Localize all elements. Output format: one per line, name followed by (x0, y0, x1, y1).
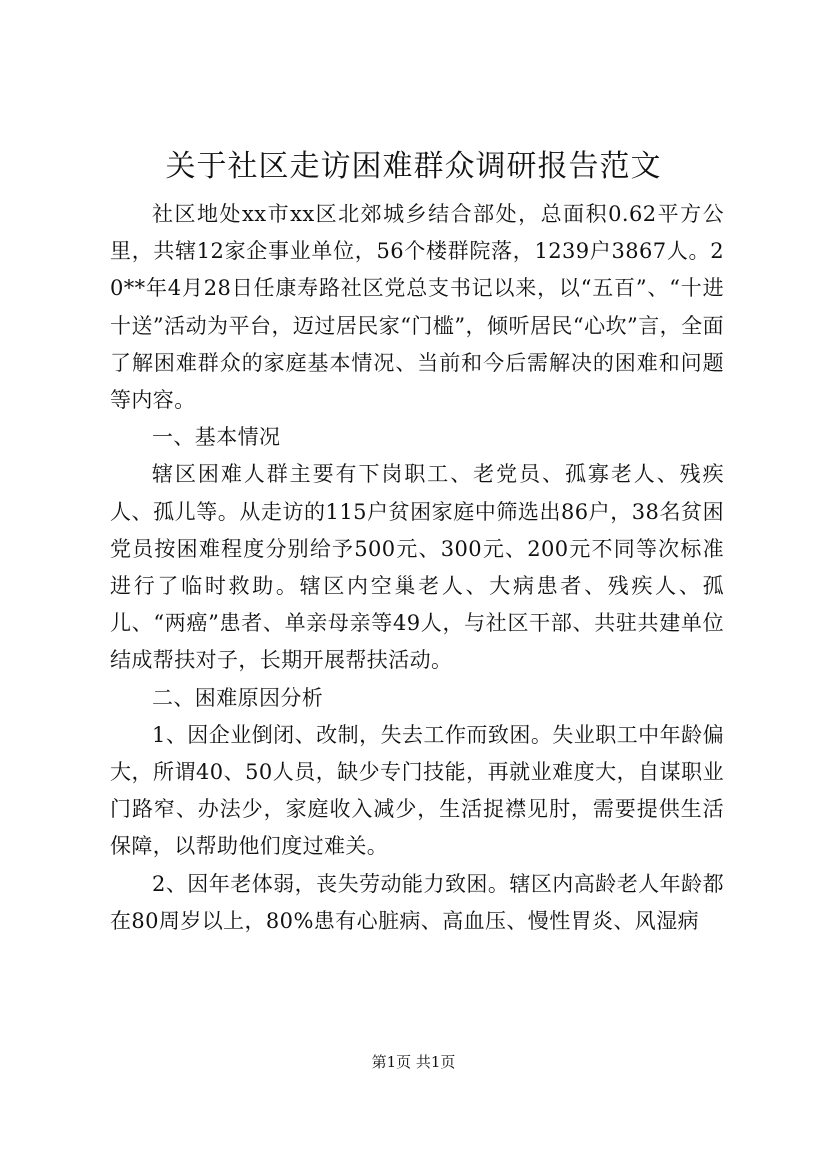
document-body (110, 196, 724, 940)
section-heading-basic-situation: 一、基本情况 (152, 425, 281, 450)
section-heading-cause-analysis: 二、困难原因分析 (152, 685, 324, 710)
document-title: 关于社区走访困难群众调研报告范文 (165, 149, 662, 184)
page-footer: 第1页 共1页 (371, 1053, 456, 1071)
paragraph-cause-2: 2、因年老体弱，丧失劳动能力致困。辖区内高龄老人年龄都在80周岁以上，80%患有心脏病、高血压、慢性胃炎、风湿病 (110, 871, 724, 933)
paragraph-cause-1: 1、因企业倒闭、改制，失去工作而致困。失业职工中年龄偏大，所谓40、50人员，缺少专门技能，再就业难度大，自谋职业门路窄、办法少，家庭收入减少，生活捉襟见肘，需要提供生活保障，以帮助他们度过难关。 (110, 722, 724, 859)
paragraph-intro: 社区地处xx市xx区北郊城乡结合部处，总面积0.62平方公里，共辖12家企事业单位，56个楼群院落，1239户3867人。20**年4月28日任康寿路社区党总支书记以来，以“五百”、“十进十送”活动为平台，迈过居民家“门槛”，倾听居民“心坎”言，全面了解困难群众的家庭基本情况、当前和今后需解决的困难和问题等内容。 (110, 202, 724, 413)
paragraph-basic-situation: 辖区困难人群主要有下岗职工、老党员、孤寡老人、残疾人、孤儿等。从走访的115户贫困家庭中筛选出86户，38名贫困党员按困难程度分别给予500元、300元、200元不同等次标准进行了临时救助。辖区内空巢老人、大病患者、残疾人、孤儿、“两癌”患者、单亲母亲等49人，与社区干部、共驻共建单位结成帮扶对子，长期开展帮扶活动。 (110, 462, 724, 673)
